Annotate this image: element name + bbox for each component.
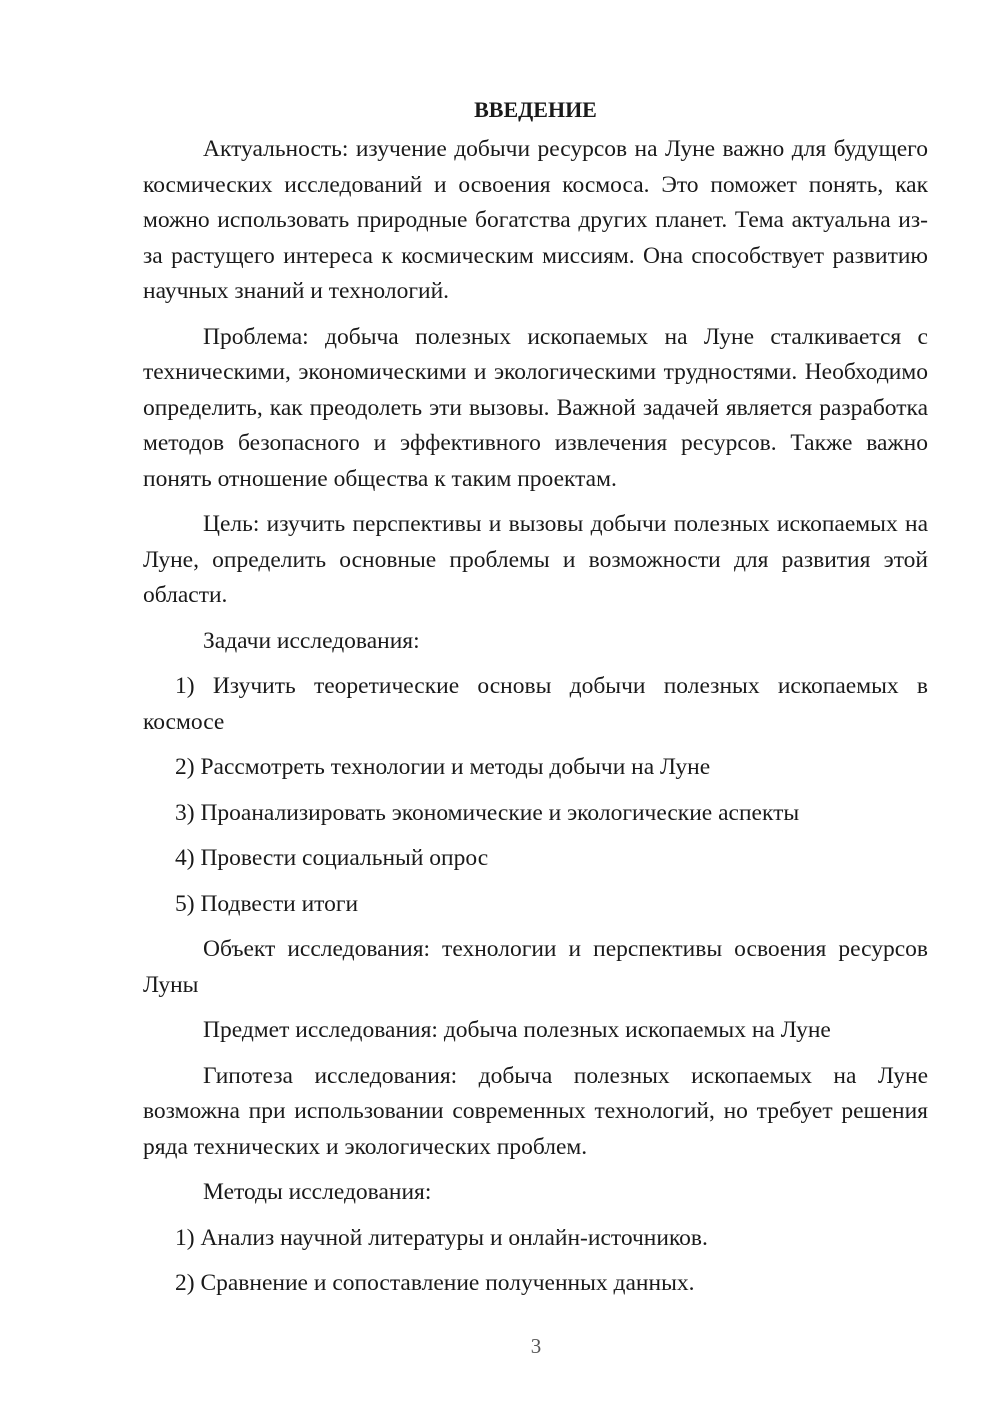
section-title: ВВЕДЕНИЕ <box>474 97 597 122</box>
task-item: 3) Проанализировать экономические и экологические аспекты <box>175 799 800 826</box>
relevance-paragraph: Актуальность: изучение добычи ресурсов на Луне важно для будущего космических исследований и освоения космоса. Это поможет понять, как можно использовать природные богатства других планет. Тема актуальна из-за растущего интереса к космическим миссиям. Она способствует развитию научных знаний и технологий. <box>143 136 928 304</box>
tasks-heading: Задачи исследования: <box>203 627 420 654</box>
document-page <box>143 92 928 1312</box>
page-number: 3 <box>530 1334 542 1358</box>
goal-paragraph: Цель: изучить перспективы и вызовы добычи полезных ископаемых на Луне, определить основные проблемы и возможности для развития этой области. <box>143 511 928 608</box>
subject-paragraph: Предмет исследования: добыча полезных ископаемых на Луне <box>203 1017 831 1043</box>
problem-paragraph: Проблема: добыча полезных ископаемых на Луне сталкивается с техническими, экономическими и экологическими трудностями. Необходимо определить, как преодолеть эти вызовы. Важной задачей является разработка методов безопасного и эффективного извлечения ресурсов. Также важно понять отношение общества к таким проектам. <box>143 323 928 492</box>
task-item: 5) Подвести итоги <box>175 890 359 917</box>
task-item: 4) Провести социальный опрос <box>175 845 489 871</box>
methods-heading: Методы исследования: <box>203 1179 432 1205</box>
task-item: 2) Рассмотреть технологии и методы добычи на Луне <box>175 754 711 780</box>
method-item: 1) Анализ научной литературы и онлайн-источников. <box>175 1224 708 1251</box>
task-item: 1) Изучить теоретические основы добычи полезных ископаемых в космосе <box>143 673 928 735</box>
object-paragraph: Объект исследования: технологии и перспективы освоения ресурсов Луны <box>143 936 928 998</box>
method-item: 2) Сравнение и сопоставление полученных данных. <box>175 1270 695 1296</box>
hypothesis-paragraph: Гипотеза исследования: добыча полезных ископаемых на Луне возможна при использовании современных технологий, но требует решения ряда технических и экологических проблем. <box>143 1062 928 1160</box>
